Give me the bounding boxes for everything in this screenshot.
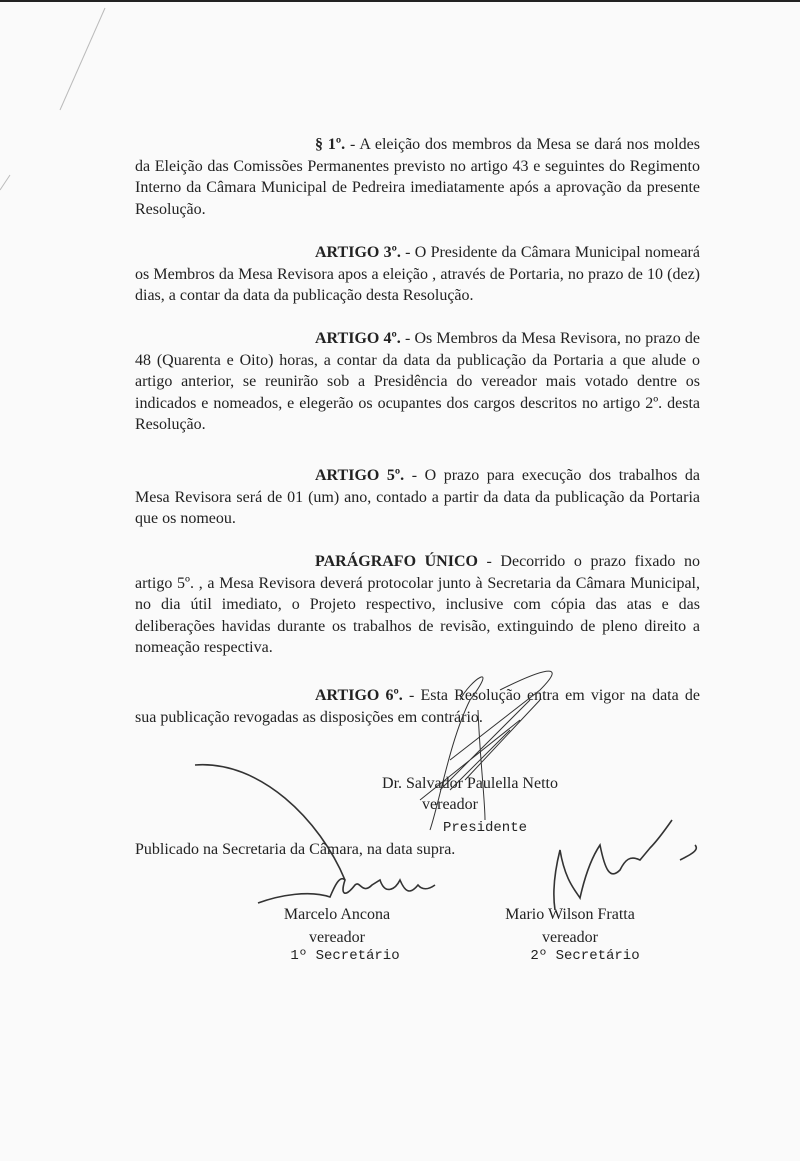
paragraph-text: - O Presidente da Câmara Municipal nomeará os Membros da Mesa Revisora apos a eleição , através de Portaria, no prazo de 10 (dez) dias, a contar da data da publicação desta Resolução.: [135, 244, 700, 305]
published-note: Publicado na Secretaria da Câmara, na data supra.: [135, 841, 456, 858]
paragraph-text: - Esta Resolução entra em vigor na data de sua publicação revogadas as disposições em contrário.: [135, 687, 701, 726]
paragraph-heading: § 1º.: [315, 136, 346, 153]
secretary1-title: 1º Secretário: [290, 948, 400, 964]
president-role: vereador: [422, 796, 478, 813]
paragraph-heading: ARTIGO 3º.: [315, 244, 401, 261]
secretary1-role: vereador: [309, 929, 365, 946]
scan-mark: [0, 175, 10, 190]
secretary1-name: Marcelo Ancona: [283, 906, 391, 923]
secretary2-role: vereador: [542, 929, 598, 946]
secretary2-name: Mario Wilson Fratta: [505, 906, 635, 923]
president-name: Dr. Salvador Paulella Netto: [382, 775, 558, 792]
secretary1-signature: [195, 765, 435, 903]
paragraph-heading: ARTIGO 6º.: [315, 687, 403, 704]
president-signature: [420, 671, 552, 830]
president-title: Presidente: [442, 820, 528, 836]
paragraph-heading: PARÁGRAFO ÚNICO: [315, 553, 478, 570]
paragraph-text: - Os Membros da Mesa Revisora, no prazo de 48 (Quarenta e Oito) horas, a contar da data da publicação da Portaria a que alude o artigo anterior, se reunirão sob a Presidência do vereador mais votado dentre os indicados e nomeados, e elegerão os ocupantes dos cargos descritos no artigo 2º. desta Resolução.: [135, 330, 701, 434]
paragraph-heading: ARTIGO 4º.: [315, 330, 401, 347]
scan-mark: [60, 8, 105, 110]
paragraph-heading: ARTIGO 5º.: [315, 467, 405, 484]
paragraph-text: - A eleição dos membros da Mesa se dará nos moldes da Eleição das Comissões Permanentes previsto no artigo 43 e seguintes do Regimento Interno da Câmara Municipal de Pedreira imediatamente após a aprovação da presente Resolução.: [135, 136, 701, 218]
secretary2-title: 2º Secretário: [530, 948, 640, 964]
secretary2-signature: [554, 820, 697, 910]
paragraph-text: - Decorrido o prazo fixado no artigo 5º. , a Mesa Revisora deverá protocolar junto à Secretaria da Câmara Municipal, no dia útil imediato, o Projeto respectivo, inclusive com cópia das atas e das deliberações havidas durante os trabalhos de revisão, extinguindo de pleno direito a nomeação respectiva.: [135, 553, 700, 657]
paragraph-text: - O prazo para execução dos trabalhos da Mesa Revisora será de 01 (um) ano, contado a partir da data da publicação da Portaria que os nomeou.: [135, 467, 700, 528]
